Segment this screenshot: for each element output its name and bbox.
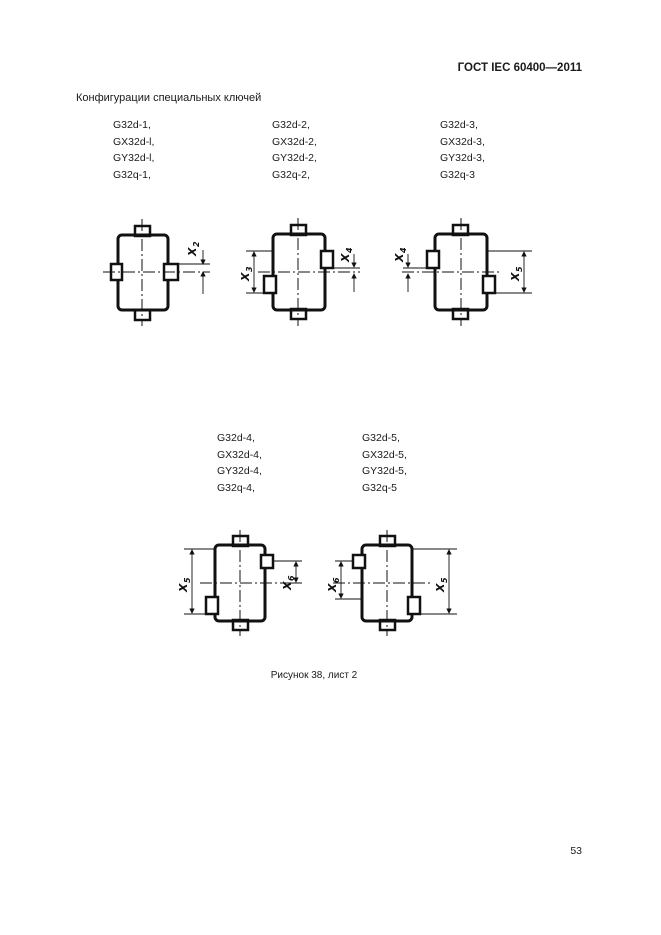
designation: GX32d-4, [217, 448, 262, 461]
designation: G32q-2, [272, 168, 310, 181]
figure-key-4 [177, 530, 302, 636]
dimension-x6 [281, 575, 296, 591]
dim-label: X [326, 583, 339, 592]
dim-label: X [393, 253, 406, 262]
designation: GX32d-2, [272, 135, 317, 148]
designation: GY32d-5, [362, 465, 407, 477]
section-heading: Конфигурации специальных ключей [76, 92, 262, 104]
figure-caption: Рисунок 38, лист 2 [270, 670, 358, 681]
designation: GY32d-l, [113, 152, 155, 164]
designation: GY32d-4, [217, 465, 262, 477]
figure-key-5 [326, 530, 457, 636]
designation: GX32d-l, [113, 135, 155, 148]
dimension-x5 [177, 577, 192, 593]
designation: GY32d-2, [272, 152, 317, 164]
figure-key-1 [103, 219, 210, 326]
figure-key-3 [393, 218, 532, 326]
designation: G32d-1, [113, 119, 151, 131]
dim-subscript: 5 [440, 577, 449, 583]
left-lug [264, 276, 276, 293]
dimension-x4 [339, 247, 354, 263]
dimension-x4 [393, 247, 408, 263]
right-lug [483, 276, 495, 293]
designation: G32d-4, [217, 432, 255, 444]
designation: G32q-4, [217, 481, 255, 494]
right-lug [261, 555, 273, 568]
dimension-x6 [326, 577, 341, 593]
designation: G32q-1, [113, 168, 151, 181]
dim-subscript: 3 [245, 266, 254, 272]
document-header: ГОСТ IEC 60400—2011 [457, 62, 582, 74]
designation: G32q-3 [440, 168, 476, 181]
dim-subscript: 6 [287, 575, 296, 581]
dim-subscript: 5 [515, 266, 524, 272]
left-lug [353, 555, 365, 568]
dimension-x5 [509, 266, 524, 282]
right-lug [321, 251, 333, 268]
dim-label: X [509, 272, 522, 281]
designation: GX32d-5, [362, 448, 407, 461]
designation: G32d-3, [440, 119, 478, 131]
dim-label: X [281, 581, 294, 590]
dim-subscript: 6 [332, 577, 341, 583]
dimension-x2 [186, 241, 201, 257]
right-lug [408, 597, 420, 614]
dim-subscript: 4 [399, 247, 408, 253]
dim-subscript: 5 [183, 577, 192, 583]
dimension-x3 [239, 266, 254, 282]
designation: G32d-5, [362, 432, 400, 444]
figure-key-2 [239, 218, 360, 326]
designation: G32q-5 [362, 481, 398, 494]
dimension-x5 [434, 577, 449, 593]
dim-subscript: 2 [192, 241, 201, 247]
page-number: 53 [570, 845, 582, 857]
designation: GY32d-3, [440, 152, 485, 164]
dim-label: X [186, 247, 199, 256]
left-lug [427, 251, 439, 268]
dim-subscript: 4 [345, 247, 354, 253]
dim-label: X [434, 583, 447, 592]
left-lug [206, 597, 218, 614]
designation: G32d-2, [272, 119, 310, 131]
dim-label: X [339, 253, 352, 262]
designation: GX32d-3, [440, 135, 485, 148]
dim-label: X [239, 272, 252, 281]
dim-label: X [177, 583, 190, 592]
